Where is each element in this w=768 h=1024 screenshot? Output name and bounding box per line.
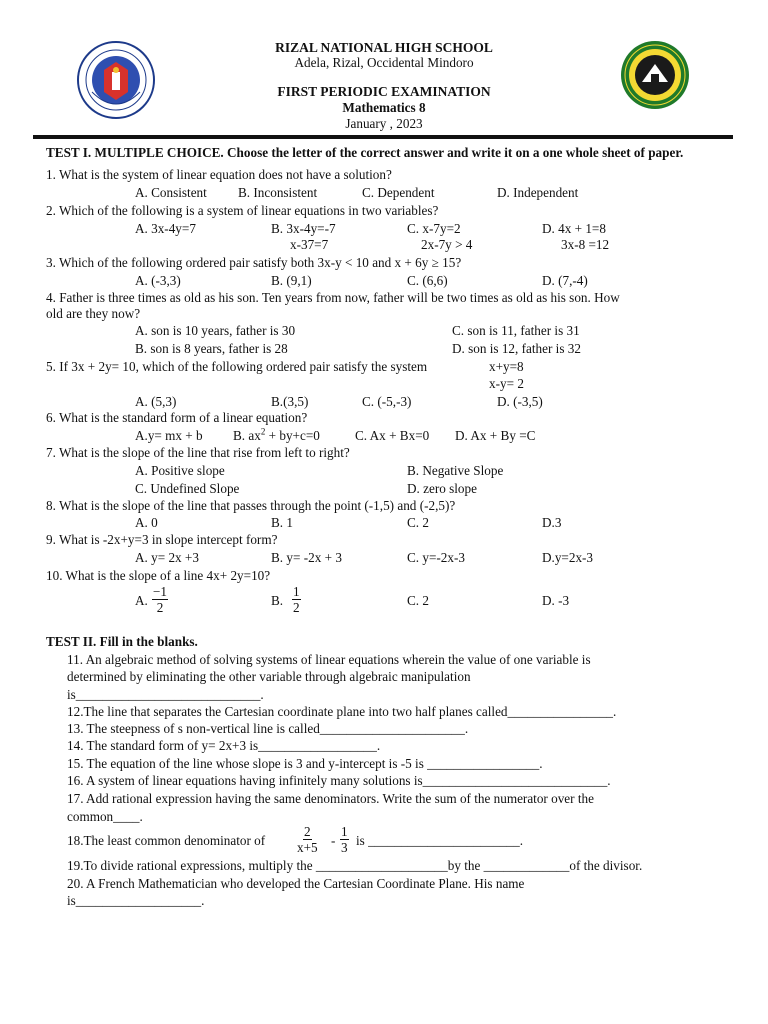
question-11-line1: 11. An algebraic method of solving systems of linear equations wherein the value of one variable is [67, 652, 591, 667]
q8-option-a: A. 0 [135, 515, 158, 530]
q5-option-d: D. (-3,5) [497, 394, 543, 409]
exam-date: January , 2023 [345, 116, 423, 131]
q18-fraction-1-numerator: 2 [304, 824, 311, 839]
q4-option-d: D. son is 12, father is 32 [452, 341, 581, 356]
deped-seal-logo [76, 40, 156, 120]
q6-option-c: C. Ax + Bx=0 [355, 428, 430, 443]
q10-option-c: C. 2 [407, 593, 429, 608]
q5-option-b: B.(3,5) [271, 394, 309, 409]
test1-instruction: Choose the letter of the correct answer and write it on a one whole sheet of paper. [227, 145, 684, 160]
q1-option-a: A. Consistent [135, 185, 207, 200]
q1-option-b: B. Inconsistent [238, 185, 318, 200]
q10-option-a-label: A. [135, 593, 148, 608]
question-4-line1: 4. Father is three times as old as his son. Ten years from now, father will be two times as old as his son. How [46, 290, 620, 305]
question-4-line2: old are they now? [46, 306, 141, 321]
q2-option-b-line1: B. 3x-4y=-7 [271, 221, 336, 236]
question-11-line2: determined by eliminating the other variable through algebraic manipulation [67, 669, 471, 684]
q10-option-b-denominator: 2 [293, 600, 300, 615]
question-6: 6. What is the standard form of a linear equation? [46, 410, 308, 425]
q18-fraction-2-denominator: 3 [341, 840, 348, 855]
q3-option-b: B. (9,1) [271, 273, 312, 288]
test2-title: TEST II. Fill in the blanks. [46, 634, 198, 649]
question-14: 14. The standard form of y= 2x+3 is__________________. [67, 738, 381, 753]
question-18-prefix: 18.The least common denominator of [67, 833, 266, 848]
q9-option-c: C. y=-2x-3 [407, 550, 465, 565]
q7-option-d: D. zero slope [407, 481, 477, 496]
q18-fraction-1 [297, 825, 318, 854]
q10-option-a-numerator: −1 [153, 584, 168, 599]
q3-option-c: C. (6,6) [407, 273, 448, 288]
q5-system-eq1: x+y=8 [489, 359, 524, 374]
question-17-line2: common____. [67, 809, 143, 824]
q4-option-a: A. son is 10 years, father is 30 [135, 323, 296, 338]
test1-heading [46, 145, 683, 161]
q3-option-d: D. (7,-4) [542, 273, 588, 288]
q10-option-b-numerator: 1 [293, 584, 300, 599]
q6-option-a: A.y= mx + b [135, 428, 203, 443]
question-8: 8. What is the slope of the line that passes through the point (-1,5) and (-2,5)? [46, 498, 456, 513]
q8-option-d: D.3 [542, 515, 562, 530]
question-10: 10. What is the slope of a line 4x+ 2y=10? [46, 568, 271, 583]
q6-option-d: D. Ax + By =C [455, 428, 536, 443]
q4-option-b: B. son is 8 years, father is 28 [135, 341, 288, 356]
subject-title: Mathematics 8 [342, 100, 426, 115]
q10-option-d: D. -3 [542, 593, 570, 608]
q5-option-c: C. (-5,-3) [362, 394, 412, 409]
question-12: 12.The line that separates the Cartesian coordinate plane into two half planes called________________. [67, 704, 617, 719]
q5-system-eq2: x-y= 2 [489, 376, 524, 391]
q6-option-b-post: + by+c=0 [265, 428, 320, 443]
question-17-line1: 17. Add rational expression having the same denominators. Write the sum of the numerator over the [67, 791, 594, 806]
q18-fraction-2 [340, 825, 349, 854]
q6-option-b [233, 428, 320, 444]
q2-option-a: A. 3x-4y=7 [135, 221, 196, 236]
q18-fraction-1-denominator: x+5 [297, 840, 318, 855]
question-9: 9. What is -2x+y=3 in slope intercept form? [46, 532, 278, 547]
q2-option-c-line1: C. x-7y=2 [407, 221, 461, 236]
question-16: 16. A system of linear equations having infinitely many solutions is____________________________. [67, 773, 611, 788]
exam-title: FIRST PERIODIC EXAMINATION [277, 84, 491, 99]
q9-option-b: B. y= -2x + 3 [271, 550, 342, 565]
q9-option-d: D.y=2x-3 [542, 550, 594, 565]
q1-option-d: D. Independent [497, 185, 579, 200]
q10-option-b-fraction [292, 585, 301, 614]
question-20-line2: is___________________. [67, 893, 205, 908]
school-name: RIZAL NATIONAL HIGH SCHOOL [275, 40, 493, 55]
question-2: 2. Which of the following is a system of linear equations in two variables? [46, 203, 439, 218]
header-divider [33, 135, 733, 139]
q7-option-c: C. Undefined Slope [135, 481, 240, 496]
q6-option-b-exponent: 2 [260, 426, 266, 437]
q8-option-b: B. 1 [271, 515, 293, 530]
question-7: 7. What is the slope of the line that rise from left to right? [46, 445, 350, 460]
test1-title: TEST I. MULTIPLE CHOICE. [46, 145, 224, 160]
q10-option-b-label: B. [271, 593, 284, 608]
q18-minus: - [331, 833, 336, 848]
q6-option-b-pre: B. ax [233, 428, 261, 443]
school-address: Adela, Rizal, Occidental Mindoro [294, 55, 474, 70]
question-20-line1: 20. A French Mathematician who developed the Cartesian Coordinate Plane. His name [67, 876, 525, 891]
question-19: 19.To divide rational expressions, multiply the ____________________by the _____________of the divisor. [67, 858, 643, 873]
q10-option-a-fraction [152, 585, 168, 614]
question-1: 1. What is the system of linear equation does not have a solution? [46, 167, 392, 182]
q7-option-a: A. Positive slope [135, 463, 225, 478]
question-18-suffix: is _______________________. [356, 833, 524, 848]
q2-option-c-line2: 2x-7y > 4 [421, 237, 473, 252]
q3-option-a: A. (-3,3) [135, 273, 181, 288]
q10-option-a-denominator: 2 [156, 600, 164, 615]
q9-option-a: A. y= 2x +3 [135, 550, 199, 565]
q18-fraction-2-numerator: 1 [341, 824, 348, 839]
question-11-line3: is____________________________. [67, 687, 264, 702]
q4-option-c: C. son is 11, father is 31 [452, 323, 580, 338]
q8-option-c: C. 2 [407, 515, 429, 530]
school-seal-logo [620, 40, 690, 110]
question-15: 15. The equation of the line whose slope is 3 and y-intercept is -5 is _________________. [67, 756, 543, 771]
q2-option-b-line2: x-37=7 [290, 237, 329, 252]
question-3: 3. Which of the following ordered pair satisfy both 3x-y < 10 and x + 6y ≥ 15? [46, 255, 462, 270]
q5-option-a: A. (5,3) [135, 394, 177, 409]
question-13: 13. The steepness of s non-vertical line is called______________________. [67, 721, 469, 736]
q7-option-b: B. Negative Slope [407, 463, 504, 478]
question-5: 5. If 3x + 2y= 10, which of the following ordered pair satisfy the system [46, 359, 428, 374]
q2-option-d-line2: 3x-8 =12 [561, 237, 610, 252]
q2-option-d-line1: D. 4x + 1=8 [542, 221, 606, 236]
q1-option-c: C. Dependent [362, 185, 435, 200]
